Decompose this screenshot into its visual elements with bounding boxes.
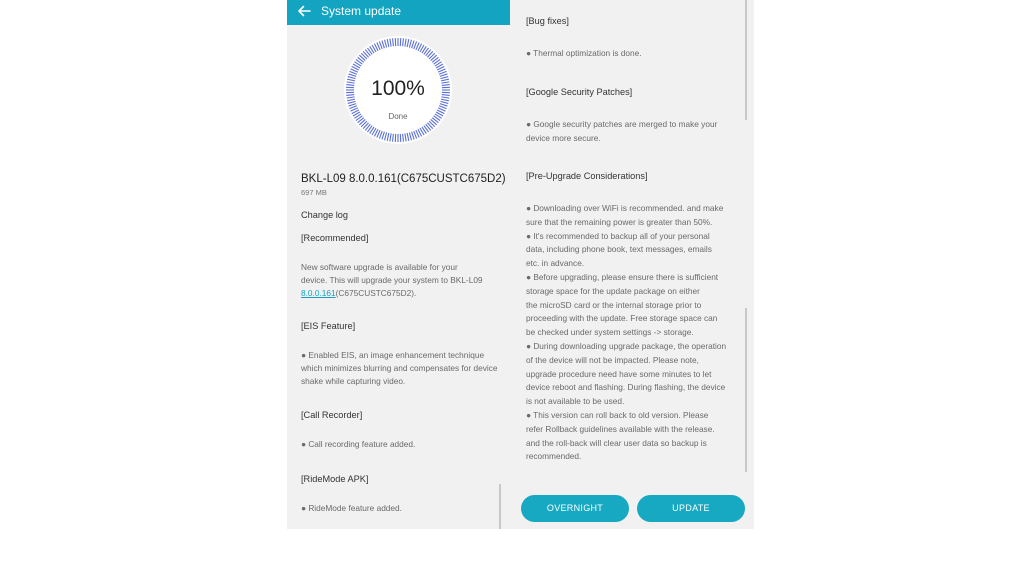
call-recorder-text: ● Call recording feature added. — [301, 439, 416, 449]
eis-text — [301, 349, 506, 388]
pre-upgrade-line: sure that the remaining power is greater than 50%. — [526, 216, 713, 227]
progress-percent: 100% — [371, 77, 425, 100]
recommended-text — [301, 261, 506, 300]
eis-line: shake while capturing video. — [301, 376, 406, 386]
changelog-title: Change log — [301, 210, 348, 220]
eis-heading: [EIS Feature] — [301, 321, 356, 331]
pre-upgrade-line: is not available to be used. — [526, 396, 625, 407]
back-arrow-icon[interactable] — [295, 2, 313, 20]
pre-upgrade-heading: [Pre-Upgrade Considerations] — [526, 171, 648, 181]
right-panel — [510, 0, 754, 529]
recommended-line-rest: (C675CUSTC675D2). — [335, 288, 417, 298]
eis-line: ● Enabled EIS, an image enhancement technique — [301, 350, 485, 360]
pre-upgrade-line: data, including phone book, text messages, emails — [526, 244, 712, 255]
overnight-button[interactable]: OVERNIGHT — [521, 495, 629, 522]
version-name: BKL-L09 8.0.0.161(C675CUSTC675D2) — [301, 173, 506, 185]
pre-upgrade-line: ● It's recommended to backup all of your personal — [526, 230, 710, 241]
left-scrollbar[interactable] — [499, 484, 501, 529]
recommended-line: New software upgrade is available for your — [301, 262, 458, 272]
pre-upgrade-line: be checked under system settings -> storage. — [526, 327, 694, 338]
pre-upgrade-line: device reboot and flashing. During flashing, the device — [526, 382, 726, 393]
pre-upgrade-text — [526, 202, 741, 464]
pre-upgrade-line: ● During downloading upgrade package, the operation — [526, 340, 727, 351]
pre-upgrade-line: proceeding with the update. Free storage space can — [526, 313, 718, 324]
security-line: ● Google security patches are merged to make your — [526, 119, 718, 129]
pre-upgrade-line: refer Rollback guidelines available with the release. — [526, 423, 715, 434]
eis-line: which minimizes blurring and compensates for device — [301, 363, 498, 373]
bug-fixes-heading: [Bug fixes] — [526, 16, 569, 26]
app-bar — [287, 0, 510, 25]
pre-upgrade-line: upgrade procedure need have some minutes to let — [526, 368, 712, 379]
pre-upgrade-line: ● Downloading over WiFi is recommended. and make — [526, 203, 724, 213]
right-scrollbar-thumb[interactable] — [745, 308, 747, 472]
pre-upgrade-line: and the roll-back will clear user data so backup is — [526, 437, 707, 448]
version-link[interactable]: 8.0.0.161 — [301, 288, 336, 298]
pre-upgrade-line: of the device will not be impacted. Please note, — [526, 354, 699, 365]
package-size: 697 MB — [301, 188, 327, 197]
recommended-heading: [Recommended] — [301, 233, 369, 243]
bug-fixes-text: ● Thermal optimization is done. — [526, 48, 642, 58]
left-panel — [287, 0, 510, 529]
right-scrollbar-top[interactable] — [745, 0, 747, 120]
recommended-line: device. This will upgrade your system to BKL-L09 — [301, 275, 483, 285]
ridemode-heading: [RideMode APK] — [301, 474, 369, 484]
page-title: System update — [321, 4, 402, 18]
pre-upgrade-line: recommended. — [526, 451, 582, 462]
ridemode-text: ● RideMode feature added. — [301, 503, 402, 513]
pre-upgrade-line: ● Before upgrading, please ensure there is sufficient — [526, 271, 719, 282]
pre-upgrade-line: the microSD card or the internal storage prior to — [526, 299, 702, 310]
pre-upgrade-line: ● This version can roll back to old version. Please — [526, 409, 709, 420]
progress-status: Done — [388, 112, 408, 121]
pre-upgrade-line: etc. in advance. — [526, 258, 585, 269]
security-text — [526, 118, 741, 146]
recommended-line — [301, 287, 506, 300]
update-button[interactable]: UPDATE — [637, 495, 745, 522]
security-heading: [Google Security Patches] — [526, 87, 633, 97]
call-recorder-heading: [Call Recorder] — [301, 410, 363, 420]
pre-upgrade-line: storage space for the update package on either — [526, 285, 700, 296]
security-line: device more secure. — [526, 132, 601, 143]
